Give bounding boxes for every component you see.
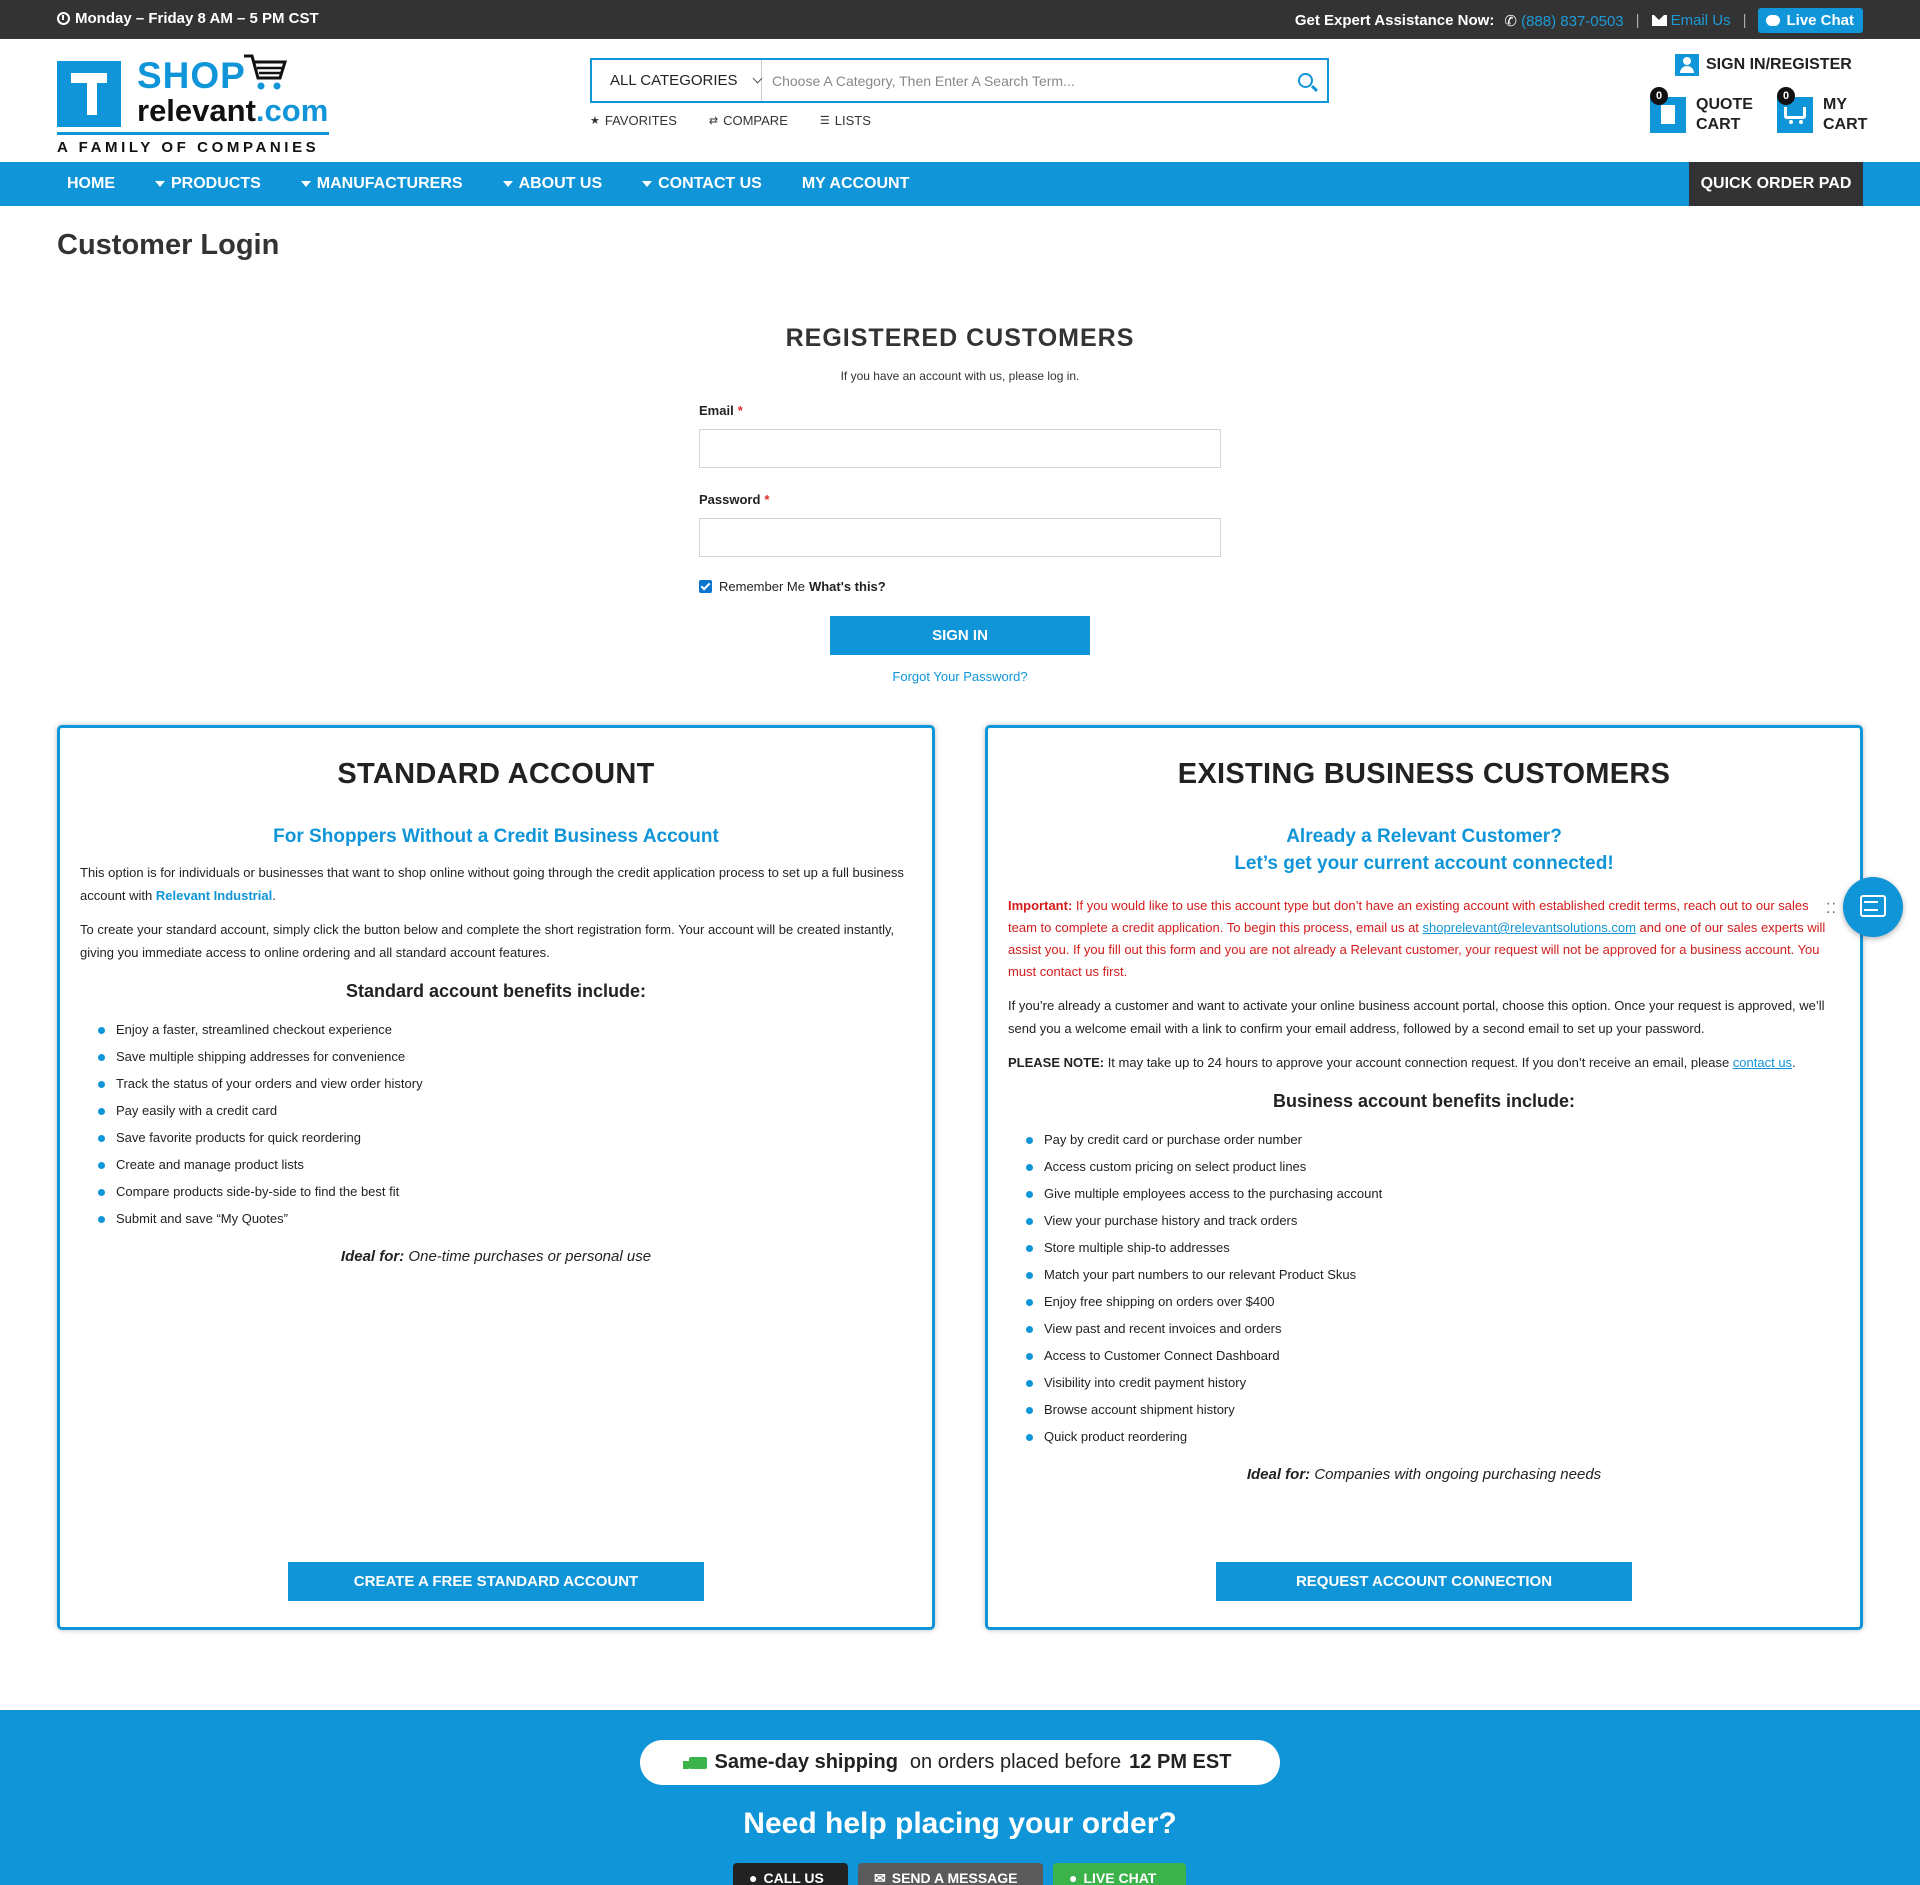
business-customers-card	[985, 725, 1863, 1630]
standard-account-title: STANDARD ACCOUNT	[337, 758, 655, 790]
standard-benefits-list	[98, 1016, 932, 1232]
please-note: PLEASE NOTE: It may take up to 24 hours to approve your account connection request. If you don’t receive an email, please contact us.	[1008, 1055, 1796, 1070]
business-ideal-for: Ideal for: Companies with ongoing purchasing needs	[1246, 1466, 1602, 1483]
need-help-heading: Need help placing your order?	[743, 1807, 1177, 1840]
site-header	[0, 39, 1920, 162]
phone-number[interactable]: (888) 837-0503	[1521, 12, 1624, 30]
clock-icon	[57, 12, 70, 25]
logo-tagline: A FAMILY OF COMPANIES	[57, 139, 320, 156]
shop-relevant-logo[interactable]	[57, 49, 332, 159]
business-customers-body	[988, 895, 1860, 1074]
quote-cart-label: QUOTE CART	[1696, 96, 1753, 133]
star-icon: ★	[590, 115, 600, 127]
shipping-text: on orders placed before	[909, 1751, 1122, 1773]
my-cart-label: MY CART	[1823, 96, 1868, 133]
favorites-label: FAVORITES	[604, 113, 677, 128]
contact-us-link[interactable]: contact us	[1732, 1055, 1793, 1070]
logo-mark-icon	[57, 61, 121, 127]
expert-assistance	[1295, 8, 1863, 33]
search-input[interactable]	[762, 60, 1283, 101]
relevant-industrial-link[interactable]: Relevant Industrial	[155, 888, 273, 903]
login-form	[699, 324, 1221, 684]
list-item: Enjoy free shipping on orders over $400	[1026, 1288, 1860, 1315]
remember-me	[699, 579, 1221, 594]
quick-order-pad-button[interactable]: QUICK ORDER PAD	[1689, 162, 1863, 206]
shipping-bold-text: Same-day shipping	[714, 1751, 898, 1773]
lists-link[interactable]	[820, 113, 871, 128]
divider: |	[1742, 12, 1747, 29]
caret-down-icon	[503, 181, 513, 187]
nav-manufacturers[interactable]: MANUFACTURERS	[291, 175, 473, 193]
remember-me-checkbox[interactable]	[699, 580, 712, 593]
list-item: Store multiple ship-to addresses	[1026, 1234, 1860, 1261]
help-buttons	[733, 1863, 1186, 1885]
logo-underline	[57, 132, 329, 135]
shopping-cart-icon	[1777, 90, 1813, 133]
standard-benefits-title: Standard account benefits include:	[345, 981, 647, 1001]
envelope-icon	[1652, 15, 1667, 26]
send-message-button[interactable]: ✉ SEND A MESSAGE	[858, 1863, 1043, 1885]
list-item: Save multiple shipping addresses for convenience	[98, 1043, 932, 1070]
list-item: Pay easily with a credit card	[98, 1097, 932, 1124]
main-nav	[0, 162, 1920, 206]
nav-contact-us[interactable]: CONTACT US	[632, 175, 772, 193]
logo-cart-icon	[242, 52, 288, 92]
category-select-value: ALL CATEGORIES	[610, 72, 738, 89]
list-item: Access custom pricing on select product lines	[1026, 1153, 1860, 1180]
nav-products[interactable]: PRODUCTS	[145, 175, 271, 193]
compare-label: COMPARE	[723, 113, 788, 128]
quote-document-icon	[1650, 90, 1686, 133]
list-item: Save favorite products for quick reordering	[98, 1124, 932, 1151]
list-item: Quick product reordering	[1026, 1423, 1860, 1450]
person-icon: ●	[749, 1870, 758, 1885]
list-item: Give multiple employees access to the purchasing account	[1026, 1180, 1860, 1207]
nav-home[interactable]: HOME	[67, 175, 115, 192]
sign-in-button[interactable]: SIGN IN	[830, 616, 1090, 655]
email-field[interactable]	[699, 429, 1221, 468]
quick-links	[590, 113, 871, 128]
list-item: Submit and save “My Quotes”	[98, 1205, 932, 1232]
chevron-down-icon	[752, 74, 762, 84]
nav-my-account[interactable]: MY ACCOUNT	[801, 175, 910, 192]
business-benefits-title: Business account benefits include:	[1272, 1091, 1576, 1111]
drag-handle-icon[interactable]: ⁚⁚	[1826, 900, 1837, 916]
list-icon: ☰	[819, 115, 830, 127]
help-footer	[0, 1710, 1920, 1885]
request-account-connection-button[interactable]: REQUEST ACCOUNT CONNECTION	[1216, 1562, 1632, 1601]
password-label: Password *	[699, 492, 770, 507]
important-notice: Important: If you would like to use this account type but don’t have an existing account with established credit terms, reach out to our sales team to complete a credit application. To begin this process, email us at shoprelevant@relevantsolutions.com and one of our sales experts will assist you. If you fill out this form and you are not already a Relevant customer, your request will not be approved for a business account. You must contact us first.	[1008, 898, 1826, 979]
email-link[interactable]	[1652, 12, 1731, 29]
registered-customers-heading: REGISTERED CUSTOMERS	[785, 324, 1135, 352]
footer-live-chat-button[interactable]: ● LIVE CHAT	[1053, 1863, 1186, 1885]
list-item: Pay by credit card or purchase order number	[1026, 1126, 1860, 1153]
standard-ideal-for: Ideal for: One-time purchases or personal use	[340, 1248, 652, 1265]
envelope-icon: ✉	[874, 1869, 886, 1885]
caret-down-icon	[642, 181, 652, 187]
business-customers-title: EXISTING BUSINESS CUSTOMERS	[1177, 758, 1671, 790]
business-benefits-list	[1026, 1126, 1860, 1450]
category-select[interactable]	[592, 60, 762, 101]
logo-shop: SHOP	[137, 55, 246, 96]
list-item: Match your part numbers to our relevant Product Skus	[1026, 1261, 1860, 1288]
cart-count-badge: 0	[1777, 87, 1795, 105]
caret-down-icon	[155, 181, 165, 187]
caret-down-icon	[301, 181, 311, 187]
list-item: Enjoy a faster, streamlined checkout experience	[98, 1016, 932, 1043]
list-item: Track the status of your orders and view order history	[98, 1070, 932, 1097]
list-item: Compare products side-by-side to find the best fit	[98, 1178, 932, 1205]
nav-about-us[interactable]: ABOUT US	[493, 175, 613, 193]
list-item: Browse account shipment history	[1026, 1396, 1860, 1423]
hours-text: Monday – Friday 8 AM – 5 PM CST	[75, 10, 319, 27]
whats-this-link[interactable]: What's this?	[808, 579, 886, 594]
live-chat-label: Live Chat	[1786, 12, 1854, 29]
email-us-label[interactable]: Email Us	[1670, 12, 1731, 29]
divider: |	[1635, 12, 1640, 29]
search-bar	[590, 58, 1329, 103]
chat-bubble-icon: ●	[1069, 1870, 1078, 1885]
business-hours	[57, 10, 319, 27]
standard-intro: This option is for individuals or businesses that want to shop online without going through the credit application process to set up a full business account with Relevant Industrial.	[80, 865, 904, 903]
email-label: Email *	[699, 403, 743, 418]
truck-icon	[689, 1757, 707, 1769]
sign-in-register-link[interactable]	[1675, 54, 1852, 76]
user-icon	[1675, 54, 1699, 76]
floating-chat-button[interactable]	[1843, 877, 1903, 937]
create-standard-account-button[interactable]: CREATE A FREE STANDARD ACCOUNT	[288, 1562, 704, 1601]
list-item: Create and manage product lists	[98, 1151, 932, 1178]
assist-label: Get Expert Assistance Now:	[1294, 12, 1495, 29]
login-intro: If you have an account with us, please log in.	[840, 369, 1080, 383]
list-item: Visibility into credit payment history	[1026, 1369, 1860, 1396]
compare-link[interactable]	[709, 113, 788, 128]
logo-relevant: relevant.com	[137, 93, 329, 128]
quote-count-badge: 0	[1650, 87, 1668, 105]
search-icon	[1298, 73, 1313, 88]
favorites-link[interactable]	[590, 113, 677, 128]
chat-bubble-icon	[1766, 15, 1780, 26]
list-item: Access to Customer Connect Dashboard	[1026, 1342, 1860, 1369]
lists-label: LISTS	[834, 113, 871, 128]
my-cart-link[interactable]	[1777, 90, 1868, 135]
sign-in-label: SIGN IN/REGISTER	[1706, 56, 1852, 73]
standard-account-body	[60, 861, 932, 964]
business-activation-text: If you’re already a customer and want to activate your online business account portal, choose this option. Once your request is approved, we’ll send you a welcome email with a link to confirm your email address, followed by a second email to set up your password.	[1008, 998, 1825, 1036]
call-us-button[interactable]: ● CALL US	[733, 1863, 848, 1885]
standard-account-subtitle: For Shoppers Without a Credit Business Account	[273, 826, 719, 847]
business-customers-subtitle: Already a Relevant Customer? Let’s get your current account connected!	[1234, 826, 1614, 874]
list-item: View your purchase history and track orders	[1026, 1207, 1860, 1234]
list-item: View past and recent invoices and orders	[1026, 1315, 1860, 1342]
forgot-password-link[interactable]: Forgot Your Password?	[892, 669, 1028, 684]
standard-account-card	[57, 725, 935, 1630]
page-title: Customer Login	[57, 229, 280, 261]
password-field[interactable]	[699, 518, 1221, 557]
shipping-cutoff: 12 PM EST	[1129, 1751, 1232, 1773]
compare-arrows-icon: ⇄	[708, 115, 719, 127]
phone-icon: ✆	[1504, 12, 1517, 30]
same-day-shipping-banner	[640, 1740, 1280, 1785]
top-bar	[0, 0, 1920, 39]
sales-email-link[interactable]: shoprelevant@relevantsolutions.com	[1422, 920, 1636, 935]
phone-link[interactable]	[1504, 12, 1623, 30]
quote-cart-link[interactable]	[1650, 90, 1753, 135]
search-button[interactable]	[1283, 60, 1327, 101]
live-chat-button[interactable]	[1758, 8, 1863, 33]
remember-me-label[interactable]: Remember Me	[719, 579, 805, 594]
standard-instructions: To create your standard account, simply click the button below and complete the short registration form. Your account will be created instantly, giving you immediate access to online ordering and all standard account features.	[80, 922, 895, 960]
